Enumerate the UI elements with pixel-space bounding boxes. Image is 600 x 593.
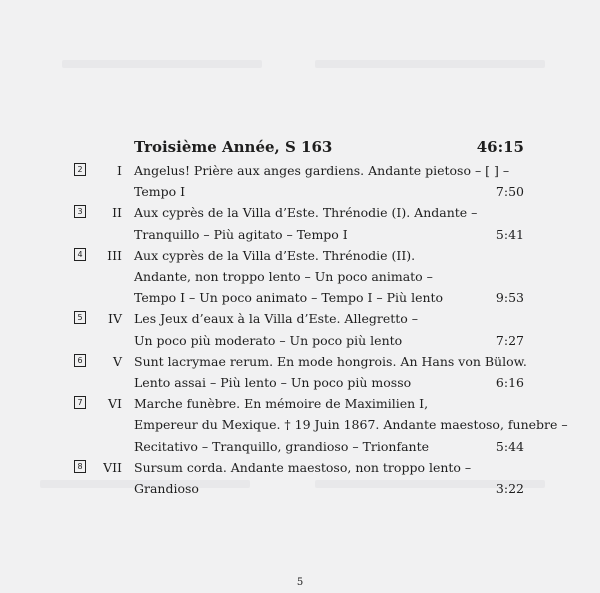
track-title-line: Un poco più moderato – Un poco più lento	[134, 332, 403, 348]
track-title-line: Marche funèbre. En mémoire de Maximilien I,	[134, 396, 429, 412]
track-number-box: 4	[74, 248, 86, 261]
track-number-box: 3	[74, 205, 86, 218]
movement-numeral: II	[112, 205, 122, 221]
track-title-line: Recitativo – Tranquillo, grandioso – Trionfante	[134, 438, 430, 454]
movement-numeral: III	[107, 247, 122, 263]
track-title-line: Tranquillo – Più agitato – Tempo I	[134, 226, 348, 242]
track-duration: 9:53	[495, 290, 524, 306]
track-title-line: Aux cyprès de la Villa d’Este. Thrénodie (I). Andante –	[134, 205, 478, 221]
track-duration: 3:22	[495, 480, 524, 496]
track-title-line: Aux cyprès de la Villa d’Este. Thrénodie (II).	[134, 247, 416, 263]
track-number-box: 6	[74, 354, 86, 367]
track-duration: 7:27	[495, 332, 524, 348]
track-duration: 5:44	[495, 438, 524, 454]
track-title-line: Les Jeux d’eaux à la Villa d’Este. Allegretto –	[134, 311, 419, 327]
movement-numeral: I	[117, 163, 122, 178]
track-title-line: Sursum corda. Andante maestoso, non troppo lento –	[134, 459, 472, 475]
movement-numeral: VII	[103, 459, 122, 475]
movement-numeral: IV	[108, 311, 122, 327]
track-title-line: Sunt lacrymae rerum. En mode hongrois. An Hans von Bülow.	[134, 353, 527, 369]
section-title: Troisième Année, S 163	[134, 138, 333, 156]
track-title-line: Tempo I – Un poco animato – Tempo I – Più lento	[134, 290, 444, 306]
track-title-line: Tempo I	[134, 184, 186, 200]
track-number-box: 8	[74, 460, 86, 473]
track-number-box: 7	[74, 396, 86, 409]
bleed-through-text	[62, 60, 262, 68]
bleed-through-text	[315, 60, 545, 68]
track-duration: 7:50	[495, 184, 524, 200]
movement-numeral: V	[112, 353, 122, 369]
section-total-duration: 46:15	[476, 138, 524, 156]
track-title-line: Empereur du Mexique. † 19 Juin 1867. Andante maestoso, funebre –	[134, 417, 568, 433]
track-title-line: Grandioso	[134, 480, 199, 496]
track-title-line: Lento assai – Più lento – Un poco più mosso	[134, 374, 412, 390]
track-title-line: Angelus! Prière aux anges gardiens. Andante pietoso – [ ] –	[134, 163, 510, 178]
track-duration: 5:41	[495, 226, 524, 242]
track-duration: 6:16	[495, 374, 524, 390]
track-title-line: Andante, non troppo lento – Un poco animato –	[134, 268, 433, 284]
track-number-box: 5	[74, 311, 86, 324]
track-number-box: 2	[74, 163, 86, 176]
movement-numeral: VI	[108, 396, 122, 412]
page-number: 5	[296, 577, 304, 588]
